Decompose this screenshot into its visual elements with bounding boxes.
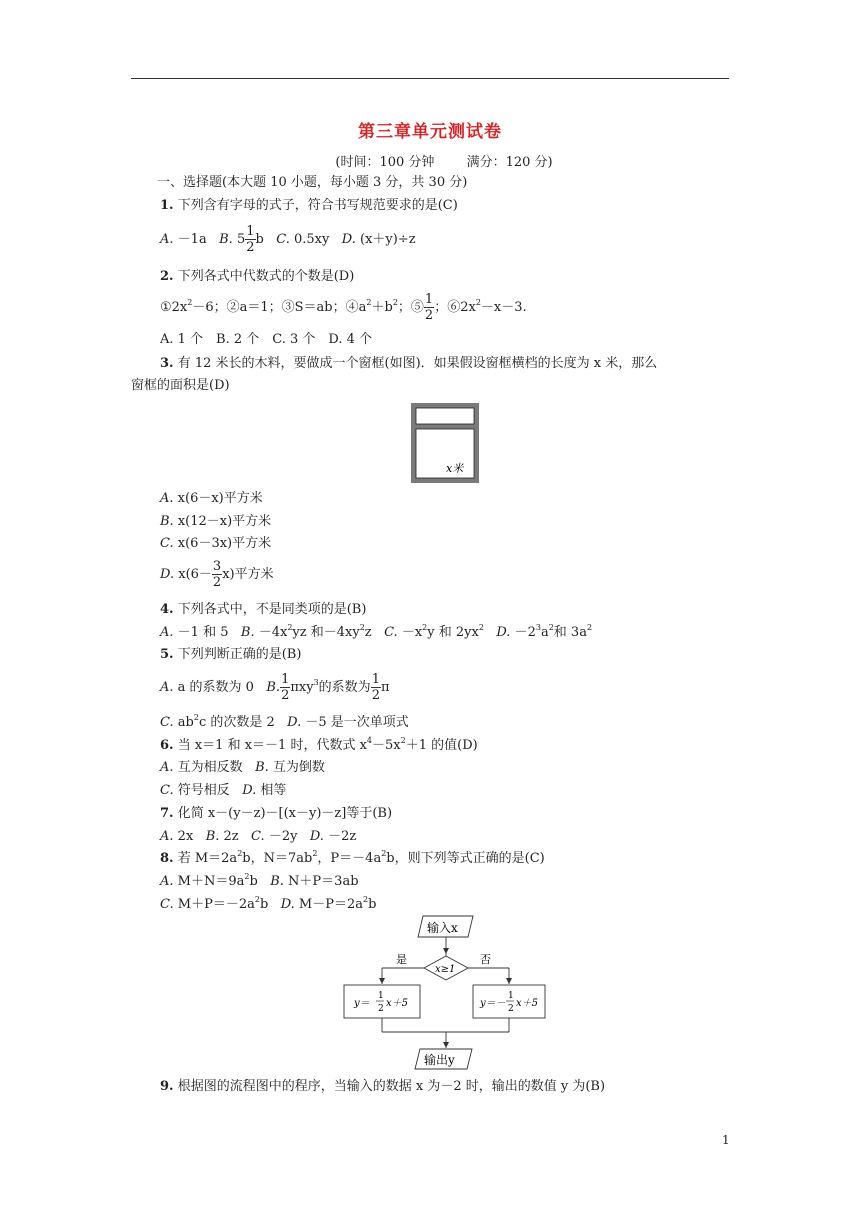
question-text: 下列各式中代数式的个数是(D) bbox=[177, 269, 355, 284]
term: ab bbox=[177, 715, 194, 730]
exponent: 2 bbox=[254, 895, 260, 904]
exponent: 2 bbox=[548, 623, 554, 632]
option-a: －1 和 5 bbox=[177, 625, 229, 640]
option-b-label: B. bbox=[205, 829, 220, 844]
term: －2 bbox=[514, 625, 536, 640]
option-c: 0.5xy bbox=[294, 232, 330, 247]
option-d: (x＋y)÷z bbox=[360, 232, 416, 247]
exponent: 4 bbox=[366, 736, 373, 745]
window-top-pane bbox=[416, 408, 474, 424]
option-a: 互为相反数 bbox=[177, 760, 243, 775]
question-8 bbox=[160, 850, 545, 868]
option-c-label: C. bbox=[160, 897, 174, 912]
numerator: 3 bbox=[212, 559, 222, 574]
exponent: 2 bbox=[475, 298, 481, 307]
term: －4x bbox=[258, 625, 288, 640]
formula-prefix: y＝－ bbox=[480, 998, 506, 1009]
question-3-text-cont: 窗框的面积是(D) bbox=[131, 378, 230, 393]
question-5-options-cd bbox=[160, 714, 409, 732]
flowchart-input-label: 输入x bbox=[427, 921, 458, 935]
exponent: 2 bbox=[422, 623, 428, 632]
question-8-options-ab bbox=[160, 873, 359, 891]
option-a-label: A. bbox=[160, 874, 174, 889]
option-d-label: D. bbox=[341, 232, 356, 247]
flowchart-condition-label: x≥1 bbox=[435, 964, 456, 975]
option-b bbox=[280, 672, 390, 703]
denominator: 2 bbox=[424, 308, 434, 323]
section-heading: 一、选择题(本大题 10 小题，每小题 3 分，共 30 分) bbox=[157, 175, 468, 190]
term: z bbox=[364, 625, 372, 640]
item-text: ；⑤ bbox=[397, 300, 424, 315]
window-bottom-pane bbox=[416, 429, 474, 478]
fraction bbox=[245, 224, 255, 255]
question-text: 下列判断正确的是(B) bbox=[177, 647, 302, 662]
question-text: 下列含有字母的式子，符合书写规范要求的是(C) bbox=[177, 198, 458, 213]
question-number: 1. bbox=[160, 198, 174, 213]
denominator: 2 bbox=[371, 688, 380, 703]
denominator: 2 bbox=[212, 575, 222, 590]
arrowhead bbox=[379, 978, 385, 984]
denominator: 2 bbox=[246, 240, 255, 255]
exponent: 2 bbox=[312, 849, 318, 858]
item-text: －x－3. bbox=[480, 300, 527, 315]
option-a-label: A. bbox=[160, 232, 174, 247]
option-a: x(6－x)平方米 bbox=[177, 491, 263, 506]
exam-info bbox=[0, 151, 860, 170]
term: π bbox=[380, 680, 390, 695]
exponent: 2 bbox=[359, 623, 365, 632]
flowchart bbox=[340, 914, 550, 1074]
question-2-items bbox=[160, 291, 527, 325]
fraction-denominator: 2 bbox=[508, 1004, 514, 1014]
exponent: 2 bbox=[244, 872, 250, 881]
option-d: －5 是一次单项式 bbox=[305, 715, 409, 730]
option-a-label: A. bbox=[160, 760, 174, 775]
header-rule bbox=[131, 78, 729, 79]
question-9 bbox=[160, 1078, 605, 1096]
question-text: b，则下列等式正确的是(C) bbox=[386, 851, 545, 866]
exponent: 3 bbox=[535, 623, 541, 632]
numerator: 1 bbox=[371, 672, 380, 687]
item-text: －6；②a＝1；③S＝ab；④a bbox=[192, 300, 367, 315]
option-d-label: D. bbox=[287, 715, 302, 730]
exponent: 3 bbox=[313, 678, 319, 687]
formula-tail: x＋5 bbox=[516, 998, 539, 1009]
question-6-options-ab bbox=[160, 759, 325, 777]
term: 和 3a bbox=[553, 625, 587, 640]
flowchart-no-label: 否 bbox=[480, 953, 491, 966]
arrowhead bbox=[506, 978, 512, 984]
option-d-label: D. bbox=[160, 567, 175, 582]
exponent: 2 bbox=[586, 623, 593, 632]
fraction-numerator: 1 bbox=[508, 991, 514, 1001]
option-d-text: x(6－ bbox=[178, 567, 212, 582]
fraction bbox=[280, 672, 290, 703]
question-number: 2. bbox=[160, 269, 174, 284]
term: b bbox=[368, 897, 377, 912]
option-c: －2y bbox=[268, 829, 298, 844]
exponent: 2 bbox=[187, 298, 193, 307]
question-text: 有 12 米长的木料，要做成一个窗框(如图)．如果假设窗框横档的长度为 x 米，那么 bbox=[177, 356, 658, 371]
question-number: 7. bbox=[160, 806, 174, 821]
option-a-label: A. bbox=[160, 625, 174, 640]
option-c-label: C. bbox=[160, 536, 174, 551]
item-text: ＋b bbox=[371, 300, 393, 315]
exponent: 2 bbox=[193, 713, 199, 722]
option-a-label: A. bbox=[160, 491, 174, 506]
option-a bbox=[178, 874, 258, 889]
question-number: 3. bbox=[160, 356, 174, 371]
question-4 bbox=[160, 601, 366, 619]
question-7 bbox=[160, 805, 392, 823]
fraction-denominator: 2 bbox=[378, 1004, 384, 1014]
question-2-options: A. 1 个 B. 2 个 C. 3 个 D. 4 个 bbox=[160, 332, 373, 347]
option-b-label: B. bbox=[266, 680, 281, 695]
option-b: 互为倒数 bbox=[272, 760, 325, 775]
option-d bbox=[515, 625, 592, 640]
option-a: a 的系数为 0 bbox=[177, 680, 254, 695]
window-width-label: x米 bbox=[446, 462, 464, 475]
item-text: ①2x bbox=[160, 300, 188, 315]
question-5 bbox=[160, 646, 301, 664]
option-d-label: D. bbox=[309, 829, 324, 844]
question-7-options bbox=[160, 828, 356, 846]
question-text: 根据图的流程图中的程序，当输入的数据 x 为－2 时，输出的数值 y 为(B) bbox=[177, 1079, 606, 1094]
option-b-label: B. bbox=[240, 625, 255, 640]
question-3-option-b bbox=[160, 513, 271, 531]
flowchart-output-label: 输出y bbox=[424, 1053, 455, 1067]
exponent: 2 bbox=[366, 298, 372, 307]
option-b-label: B. bbox=[270, 874, 284, 889]
numerator: 1 bbox=[424, 292, 434, 307]
option-c bbox=[178, 715, 275, 730]
exponent: 2 bbox=[237, 849, 243, 858]
exponent: 2 bbox=[363, 895, 369, 904]
term: yz 和－4xy bbox=[292, 625, 360, 640]
option-c-label: C. bbox=[276, 232, 290, 247]
exponent: 2 bbox=[392, 298, 398, 307]
option-a-label: A. bbox=[160, 829, 174, 844]
term: －x bbox=[401, 625, 423, 640]
question-text: 化简 x－(y－z)－[(x－y)－z]等于(B) bbox=[177, 806, 393, 821]
window-frame-figure bbox=[410, 402, 480, 484]
arrowhead bbox=[443, 1042, 449, 1048]
term: M＋P＝－2a bbox=[177, 897, 255, 912]
option-c-label: C. bbox=[251, 829, 265, 844]
option-c bbox=[178, 897, 269, 912]
time-info: (时间：100 分钟 bbox=[335, 155, 435, 170]
fraction-numerator: 1 bbox=[378, 991, 384, 1001]
question-text: －5x bbox=[372, 738, 401, 753]
option-b: N＋P＝3ab bbox=[288, 874, 359, 889]
option-b-label: B. bbox=[219, 232, 233, 247]
question-6-options-cd bbox=[160, 782, 286, 800]
question-number: 5. bbox=[160, 647, 174, 662]
question-text: ＋1 的值(D) bbox=[405, 738, 478, 753]
numerator: 1 bbox=[246, 224, 255, 239]
question-8-options-cd bbox=[160, 896, 376, 914]
question-3-option-c bbox=[160, 535, 271, 553]
exponent: 2 bbox=[381, 849, 387, 858]
option-d: 相等 bbox=[260, 783, 287, 798]
question-text: 若 M＝2a bbox=[177, 851, 238, 866]
option-b: x(12－x)平方米 bbox=[177, 514, 272, 529]
option-d bbox=[299, 897, 377, 912]
term: b bbox=[249, 874, 258, 889]
question-text: 当 x＝1 和 x＝－1 时，代数式 x bbox=[177, 738, 367, 753]
fraction bbox=[371, 672, 381, 703]
term: M＋N＝9a bbox=[177, 874, 245, 889]
page-number: 1 bbox=[722, 1133, 730, 1147]
option-b bbox=[236, 224, 264, 255]
option-a: －1a bbox=[177, 232, 207, 247]
option-a-label: A. bbox=[160, 680, 174, 695]
formula-tail: x＋5 bbox=[386, 998, 409, 1009]
option-b-label: B. bbox=[160, 514, 174, 529]
option-c: 符号相反 bbox=[177, 783, 230, 798]
option-b bbox=[259, 625, 372, 640]
question-3-option-d bbox=[160, 558, 274, 592]
term: a bbox=[540, 625, 549, 640]
exponent: 2 bbox=[400, 736, 406, 745]
numerator: 1 bbox=[281, 672, 290, 687]
page-title: 第三章单元测试卷 bbox=[358, 122, 502, 142]
question-number: 4. bbox=[160, 602, 174, 617]
question-2 bbox=[160, 268, 354, 286]
question-number: 6. bbox=[160, 738, 174, 753]
option-b-label: B. bbox=[255, 760, 269, 775]
option-c bbox=[402, 625, 484, 640]
option-c-label: C. bbox=[160, 783, 174, 798]
option-c-label: C. bbox=[384, 625, 398, 640]
option-d: －2z bbox=[328, 829, 357, 844]
option-b: 2z bbox=[223, 829, 239, 844]
question-text: 下列各式中，不是同类项的是(B) bbox=[177, 602, 367, 617]
question-number: 9. bbox=[160, 1079, 174, 1094]
arrowhead bbox=[443, 948, 449, 954]
question-5-options-ab bbox=[160, 671, 390, 705]
fraction bbox=[424, 292, 434, 323]
option-d-label: D. bbox=[496, 625, 511, 640]
term: πxy bbox=[290, 680, 314, 695]
question-text: b，N＝7ab bbox=[242, 851, 313, 866]
option-b-var: b bbox=[255, 232, 264, 247]
exponent: 2 bbox=[478, 623, 484, 632]
question-number: 8. bbox=[160, 851, 174, 866]
term: b bbox=[259, 897, 269, 912]
question-text: ，P＝－4a bbox=[317, 851, 382, 866]
option-b-whole: 5 bbox=[236, 232, 246, 247]
term: c 的次数是 2 bbox=[198, 715, 275, 730]
option-d-text: x)平方米 bbox=[222, 567, 274, 582]
exponent: 2 bbox=[287, 623, 293, 632]
term: 的系数为 bbox=[318, 680, 371, 695]
question-3-option-a bbox=[160, 490, 263, 508]
denominator: 2 bbox=[281, 688, 290, 703]
option-d-label: D. bbox=[280, 897, 295, 912]
option-a: 2x bbox=[177, 829, 194, 844]
option-c: x(6－3x)平方米 bbox=[177, 536, 272, 551]
score-info: 满分：120 分) bbox=[466, 155, 553, 170]
question-4-options bbox=[160, 624, 592, 642]
question-1-options bbox=[160, 224, 416, 255]
option-d-label: D. bbox=[242, 783, 257, 798]
term: M－P＝2a bbox=[298, 897, 364, 912]
question-6 bbox=[160, 737, 478, 755]
item-text: ；⑥2x bbox=[434, 300, 476, 315]
flowchart-yes-label: 是 bbox=[396, 953, 407, 966]
term: y 和 2yx bbox=[427, 625, 479, 640]
formula-prefix: y＝ bbox=[354, 998, 370, 1009]
question-1 bbox=[160, 197, 458, 215]
question-3 bbox=[160, 355, 657, 373]
option-c-label: C. bbox=[160, 715, 174, 730]
fraction bbox=[212, 559, 222, 590]
